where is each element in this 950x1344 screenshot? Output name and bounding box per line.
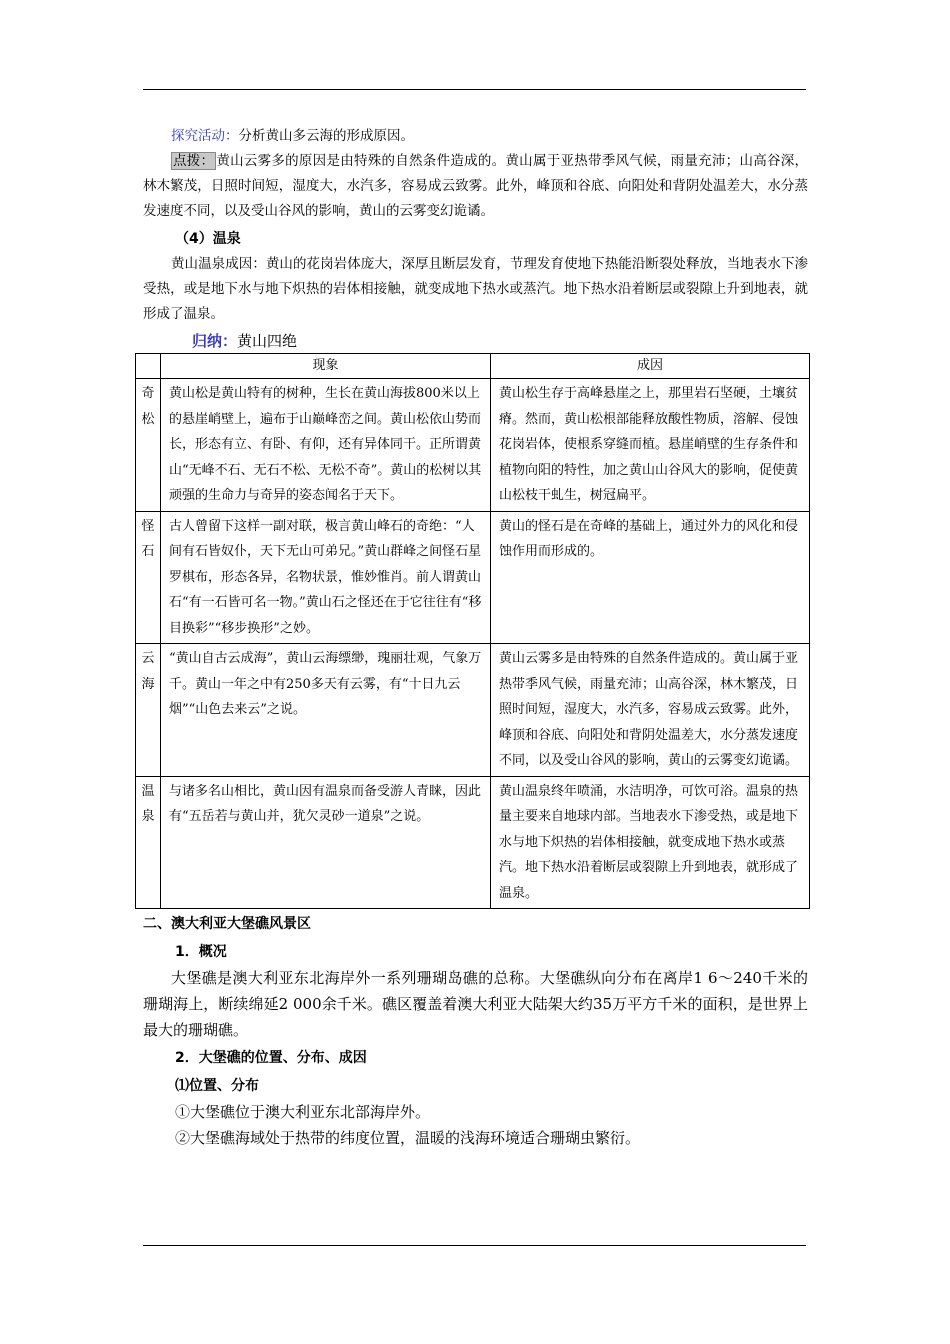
explore-label: 探究活动： xyxy=(171,128,239,144)
hint-paragraph xyxy=(143,149,808,224)
location-point-2: ②大堡礁海域处于热带的纬度位置，温暖的浅海环境适合珊瑚虫繁衍。 xyxy=(175,1129,641,1147)
phenomenon-cell: 古人曾留下这样一副对联，极言黄山峰石的奇绝：“人间有石皆奴仆，天下无山可弟兄。”黄山群峰之间怪石星罗棋布，形态各异，名物状景，惟妙惟肖。前人谓黄山石“有一石皆可名一物。”黄山石之怪还在于它往往有“移目换彩”“移步换形”之妙。 xyxy=(161,511,491,644)
table-header-row xyxy=(136,354,810,379)
footer-rule xyxy=(143,1245,806,1246)
hint-label: 点拨： xyxy=(173,153,215,169)
table-header-phenomenon: 现象 xyxy=(161,354,491,379)
hint-text: 黄山云雾多的原因是由特殊的自然条件造成的。黄山属于亚热带季风气候，雨量充沛；山高谷深，林木繁茂，日照时间短，湿度大，水汽多，容易成云致雾。此外，峰顶和谷底、向阳处和背阴处温差大，水分蒸发速度不同，以及受山谷风的影响，黄山的云雾变幻诡谲。 xyxy=(143,153,809,219)
summary-heading xyxy=(143,329,808,353)
four-wonders-table xyxy=(135,353,810,909)
explore-text: 分析黄山多云海的形成原因。 xyxy=(238,128,414,144)
cause-cell: 黄山松生存于高峰悬崖之上，那里岩石坚硬，土壤贫瘠。然而，黄山松根部能释放酸性物质，溶解、侵蚀花岗岩体，使根系穿缝而植。悬崖峭壁的生存条件和植物向阳的特性，加之黄山山谷风大的影响，促使黄山松枝干虬生，树冠扁平。 xyxy=(491,379,810,512)
hot-spring-heading: （4）温泉 xyxy=(175,231,241,247)
section2-title: 二、澳大利亚大堡礁风景区 xyxy=(143,916,311,932)
phenomenon-cell: “黄山自古云成海”，黄山云海缥缈，瑰丽壮观，气象万千。黄山一年之中有250多天有云雾，有“十日九云烟”“山色去来云”之说。 xyxy=(161,644,491,777)
row-name-cell: 云海 xyxy=(136,644,161,777)
cause-cell: 黄山温泉终年喷涌，水洁明净，可饮可浴。温泉的热量主要来自地球内部。当地表水下渗受热，或是地下水与地下炽热的岩体相接触，就变成地下热水或蒸汽。地下热水沿着断层或裂隙上升到地表，就形成了温泉。 xyxy=(491,776,810,909)
phenomenon-cell: 黄山松是黄山特有的树种，生长在黄山海拔800米以上的悬崖峭壁上，遍布于山巅峰峦之间。黄山松依山势而长，形态有立、有卧、有仰，还有异体同干。正所谓黄山“无峰不石、无石不松、无松不奇”。黄山的松树以其顽强的生命力与奇异的姿态闻名于天下。 xyxy=(161,379,491,512)
explore-activity xyxy=(143,124,808,149)
row-name-cell: 怪石 xyxy=(136,511,161,644)
row-name-cell: 奇松 xyxy=(136,379,161,512)
location-point-1: ①大堡礁位于澳大利亚东北部海岸外。 xyxy=(175,1103,431,1121)
cause-cell: 黄山的怪石是在奇峰的基础上，通过外力的风化和侵蚀作用而形成的。 xyxy=(491,511,810,644)
location-heading: 2．大堡礁的位置、分布、成因 xyxy=(175,1050,367,1066)
overview-paragraph: 大堡礁是澳大利亚东北海岸外一系列珊瑚岛礁的总称。大堡礁纵向分布在离岸1 6～240千米的珊瑚海上，断续绵延2 000余千米。礁区覆盖着澳大利亚大陆架大约35万平方千米的面积，是世界上最大的珊瑚礁。 xyxy=(143,969,808,1039)
table-row xyxy=(136,776,810,909)
phenomenon-cell: 与诸多名山相比，黄山因有温泉而备受游人青睐，因此有“五岳若与黄山并，犹欠灵砂一道泉”之说。 xyxy=(161,776,491,909)
hot-spring-paragraph: 黄山温泉成因：黄山的花岗岩体庞大，深厚且断层发育，节理发育使地下热能沿断裂处释放，当地表水下渗受热，或是地下水与地下炽热的岩体相接触，就变成地下热水或蒸汽。地下热水沿着断层或裂隙上升到地表，就形成了温泉。 xyxy=(143,256,808,322)
cause-cell: 黄山云雾多是由特殊的自然条件造成的。黄山属于亚热带季风气候，雨量充沛；山高谷深，林木繁茂，日照时间短，湿度大，水汽多，容易成云致雾。此外，峰顶和谷底、向阳处和背阴处温差大，水分蒸发速度不同，以及受山谷风的影响，黄山的云雾变幻诡谲。 xyxy=(491,644,810,777)
summary-title: 黄山四绝 xyxy=(237,332,298,350)
header-rule xyxy=(143,89,806,90)
table-row xyxy=(136,379,810,512)
location-subheading: ⑴位置、分布 xyxy=(175,1078,259,1094)
table-row xyxy=(136,511,810,644)
table-row xyxy=(136,644,810,777)
document-body xyxy=(143,124,808,1151)
row-name-cell: 温泉 xyxy=(136,776,161,909)
table-header-blank xyxy=(136,354,161,379)
summary-label: 归纳： xyxy=(192,332,238,350)
table-header-cause: 成因 xyxy=(491,354,810,379)
overview-heading: 1．概况 xyxy=(175,944,227,960)
